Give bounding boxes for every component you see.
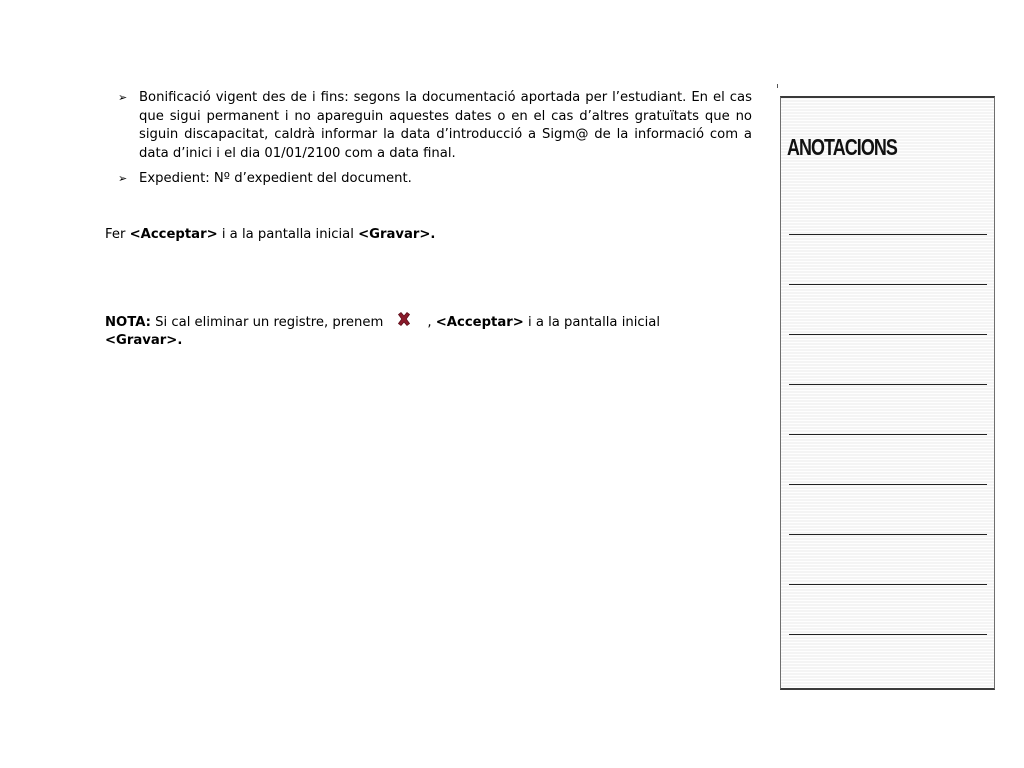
annotation-line	[789, 334, 987, 335]
save-keyword: <Gravar>.	[358, 227, 436, 242]
accept-keyword: <Acceptar>	[129, 227, 218, 242]
bullet-text: Expedient: Nº d’expedient del document.	[139, 171, 412, 186]
panel-tick-mark	[777, 84, 778, 88]
bullet-expedient	[118, 170, 752, 189]
annotation-line	[789, 634, 987, 635]
bullet-list	[118, 89, 752, 196]
annotation-line	[789, 484, 987, 485]
annotation-line	[789, 284, 987, 285]
annotation-line	[789, 434, 987, 435]
annotation-line	[789, 384, 987, 385]
note-save-keyword: <Gravar>.	[105, 333, 183, 348]
annotation-line	[789, 534, 987, 535]
note-paragraph	[105, 311, 685, 350]
arrow-bullet-icon: ➢	[118, 172, 128, 185]
note-text-after: ,	[427, 315, 436, 330]
bullet-text: Bonificació vigent des de i fins: segons la documentació aportada per l’estudiant. En el cas que sigui permanent i no apareguin aquestes dates o en el cas d’altres gratuïtats que no siguin discapacitat, caldrà informar la data d’introducció a Sigm@ de la informació com a data d’inici i el dia 01/01/2100 com a data final.	[139, 90, 752, 161]
arrow-bullet-icon: ➢	[118, 91, 128, 104]
note-accept-keyword: <Acceptar>	[435, 315, 524, 330]
note-label: NOTA:	[105, 315, 151, 330]
note-middle: i a la pantalla inicial	[523, 315, 661, 330]
annotation-line	[789, 584, 987, 585]
annotations-title: ANOTACIONS	[787, 134, 897, 160]
instruction-middle: i a la pantalla inicial	[217, 227, 359, 242]
bullet-bonificacio	[118, 89, 752, 163]
annotation-line	[789, 234, 987, 235]
annotations-panel	[780, 96, 995, 690]
delete-x-icon	[387, 311, 421, 329]
instruction-prefix: Fer	[105, 227, 130, 242]
note-text-before: Si cal eliminar un registre, prenem	[150, 315, 384, 330]
instruction-paragraph	[105, 226, 435, 244]
